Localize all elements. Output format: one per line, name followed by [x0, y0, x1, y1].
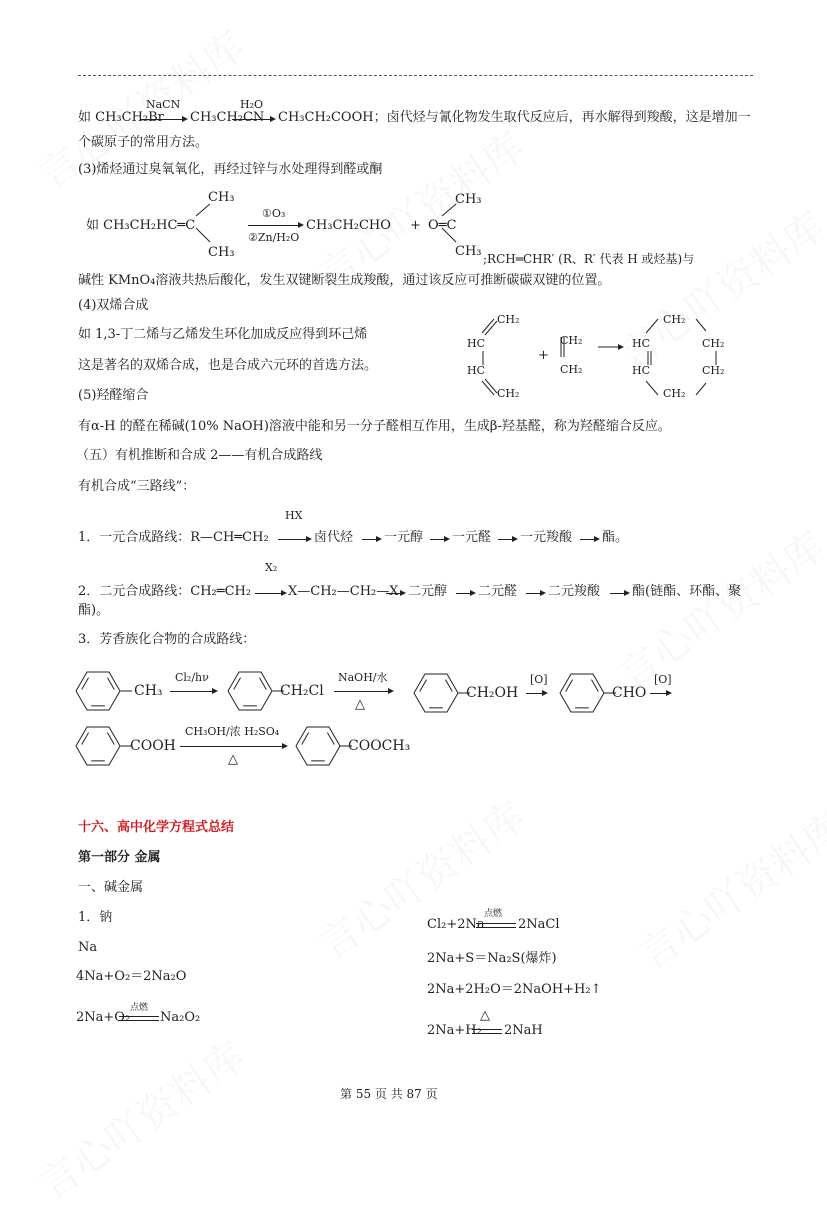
benzene-ring-icon [296, 727, 352, 765]
section-3-title: (3)烯烃通过臭氧氧化，再经过锌与水处理得到醛或酮 [78, 162, 383, 177]
reaction-arrow [386, 593, 404, 594]
methyl-bottom: CH₃ [208, 245, 235, 260]
reaction-arrow [278, 539, 310, 540]
page-footer: 第 55 页 共 87 页 [340, 1087, 438, 1101]
reaction-arrow [140, 119, 186, 120]
reaction-arrow [180, 746, 286, 747]
reaction-arrow [610, 593, 628, 594]
routes-intro: 有机合成“三路线”： [78, 479, 196, 494]
route2-step: 二元醛 [478, 584, 518, 599]
equation: 2Na+2H₂O＝2NaOH+H₂↑ [427, 982, 602, 997]
condition-ignite: 点燃 [130, 1003, 149, 1013]
reaction-arrow [232, 119, 274, 120]
reaction-arrow [255, 593, 285, 594]
route1-step: 酯。 [602, 530, 629, 545]
ozonolysis-bonds [0, 180, 300, 260]
item-sodium: 1．钠 [78, 910, 113, 925]
equation: 2Na+S＝Na₂S(爆炸) [427, 951, 557, 966]
group-ch3: CH₃ [134, 683, 163, 699]
reagent-naoh-water: NaOH/水 [338, 671, 388, 684]
section-5-title: (5)羟醛缩合 [78, 388, 149, 403]
group-cooh: COOH [130, 738, 176, 754]
cyclohexene-ch2: CH₂ [702, 364, 725, 377]
nitrile-product: CH₃CH₂CN [190, 110, 265, 125]
reagent-oxidant: [O] [530, 673, 548, 686]
plus-sign: + [410, 218, 421, 233]
cyclohexene-ch2: CH₂ [702, 337, 725, 350]
ozonolysis-note: ;RCH═CHR′ (R、R′ 代表 H 或烃基)与 [483, 252, 695, 266]
reaction-arrow [526, 593, 544, 594]
butadiene-ch2: CH₂ [497, 313, 520, 326]
group-ch2cl: CH₂Cl [280, 683, 324, 699]
reagent-cl2-light: Cl₂/hν [175, 671, 209, 684]
heat-symbol: △ [355, 697, 365, 712]
butadiene-hc: HC [467, 364, 486, 377]
section-4-title: (4)双烯合成 [78, 298, 149, 313]
benzene-ring-icon [414, 674, 470, 712]
subsection-title: （五）有机推断和合成 2——有机合成路线 [76, 448, 323, 463]
butadiene-hc: HC [467, 337, 486, 350]
methyl-top: CH₃ [455, 192, 482, 207]
cyclohexene-ch2: CH₂ [663, 387, 686, 400]
ozonolysis-note-cont: 碱性 KMnO₄溶液共热后酸化，发生双键断裂生成羧酸，通过该反应可推断碳碳双键的位置。 [78, 273, 611, 288]
equation-lhs: 2Na+O₂ [76, 1010, 131, 1025]
ethylene-ch2: CH₂ [560, 334, 583, 347]
sodium-label: Na [78, 940, 98, 955]
route1-step: 卤代烃 [314, 530, 354, 545]
methyl-bottom: CH₃ [455, 244, 482, 259]
reaction-arrow [170, 691, 216, 692]
route1-step: 一元羧酸 [520, 530, 573, 545]
group-cooch3: COOCH₃ [348, 738, 411, 754]
nitrile-eq-text: CH₃CH₂COOH；卤代烃与氰化物发生取代反应后，再水解得到羧酸，这是增加一 [278, 110, 751, 125]
ozonolysis-reactant: 如 CH₃CH₂HC═C [86, 218, 196, 233]
subsection-alkali-metals: 一、碱金属 [78, 880, 144, 895]
route1-step: 一元醇 [384, 530, 424, 545]
heat-symbol: △ [228, 752, 238, 767]
reaction-arrow [456, 593, 474, 594]
benzene-ring-icon [76, 672, 132, 710]
diels-alder-bonds [420, 305, 820, 415]
group-ch2oh: CH₂OH [466, 685, 519, 701]
reaction-arrow [430, 539, 448, 540]
cyclohexene-ch2: CH₂ [663, 313, 686, 326]
diels-alder-line1: 如 1,3-丁二烯与乙烯发生环化加成反应得到环己烯 [78, 327, 368, 342]
reagent-x2: X₂ [265, 561, 278, 574]
reagent-zn-water: ②Zn/H₂O [248, 231, 300, 244]
watermark [25, 1026, 254, 1210]
product-propanal: CH₃CH₂CHO [306, 218, 391, 233]
plus-sign: + [538, 348, 549, 363]
benzene-ring-icon [228, 672, 284, 710]
reaction-arrow [248, 225, 302, 226]
equation-rhs: 2NaCl [518, 917, 560, 932]
condition-ignite: 点燃 [484, 909, 503, 919]
part-title: 第一部分 金属 [78, 850, 161, 865]
diels-alder-line2: 这是著名的双烯合成，也是合成六元环的首选方法。 [78, 358, 378, 373]
reagent-oxidant: [O] [654, 673, 672, 686]
reagent-methanol-acid: CH₃OH/浓 H₂SO₄ [185, 725, 280, 738]
benzene-ring-icon [76, 727, 132, 765]
chapter-title: 十六、高中化学方程式总结 [78, 820, 235, 835]
condition-heat: △ [480, 1008, 490, 1023]
route2-cont: 酯)。 [78, 603, 110, 618]
equals-sign [472, 1029, 502, 1034]
equals-sign [119, 1016, 159, 1021]
header-divider [78, 75, 753, 76]
reaction-arrow [650, 693, 670, 694]
reaction-arrow [580, 539, 598, 540]
reagent-water: H₂O [240, 98, 264, 111]
route2-start: 2．二元合成路线：CH₂═CH₂ [78, 584, 252, 599]
route2-step: 酯(链酯、环酯、聚 [632, 584, 742, 599]
route2-step: X—CH₂—CH₂—X [288, 584, 399, 599]
equation-rhs: Na₂O₂ [160, 1010, 201, 1025]
cyclohexene-hc: HC [632, 337, 651, 350]
route1-start: 1．一元合成路线：R—CH═CH₂ [78, 530, 269, 545]
nitrile-eq-prefix: 如 CH₃CH₂Br [78, 110, 164, 125]
reagent-nacn: NaCN [146, 98, 181, 111]
group-cho: CHO [612, 685, 647, 701]
route2-step: 二元羧酸 [548, 584, 601, 599]
reaction-arrow [526, 693, 546, 694]
nitrile-eq-cont: 个碳原子的常用方法。 [78, 135, 209, 150]
route3-title: 3．芳香族化合物的合成路线： [78, 632, 256, 647]
ethylene-ch2: CH₂ [560, 363, 583, 376]
equation-lhs: 2Na+H₂ [427, 1023, 482, 1038]
reagent-hx: HX [285, 509, 303, 522]
reaction-arrow [498, 539, 516, 540]
equals-sign [476, 923, 516, 928]
reaction-arrow [362, 539, 380, 540]
benzene-ring-icon [560, 674, 616, 712]
reagent-ozone: ①O₃ [262, 207, 286, 220]
route2-step: 二元醇 [408, 584, 448, 599]
equation-rhs: 2NaH [504, 1023, 543, 1038]
cyclohexene-hc: HC [632, 364, 651, 377]
route1-step: 一元醛 [452, 530, 492, 545]
aldol-description: 有α-H 的醛在稀碱(10% NaOH)溶液中能和另一分子醛相互作用，生成β-羟基醛，称为羟醛缩合反应。 [78, 419, 671, 434]
butadiene-ch2: CH₂ [497, 387, 520, 400]
methyl-top: CH₃ [208, 190, 235, 205]
product-acetone: O═C [428, 218, 457, 233]
reaction-arrow [334, 691, 392, 692]
equation: 4Na+O₂＝2Na₂O [76, 969, 187, 984]
equation-lhs: Cl₂+2Na [427, 917, 485, 932]
